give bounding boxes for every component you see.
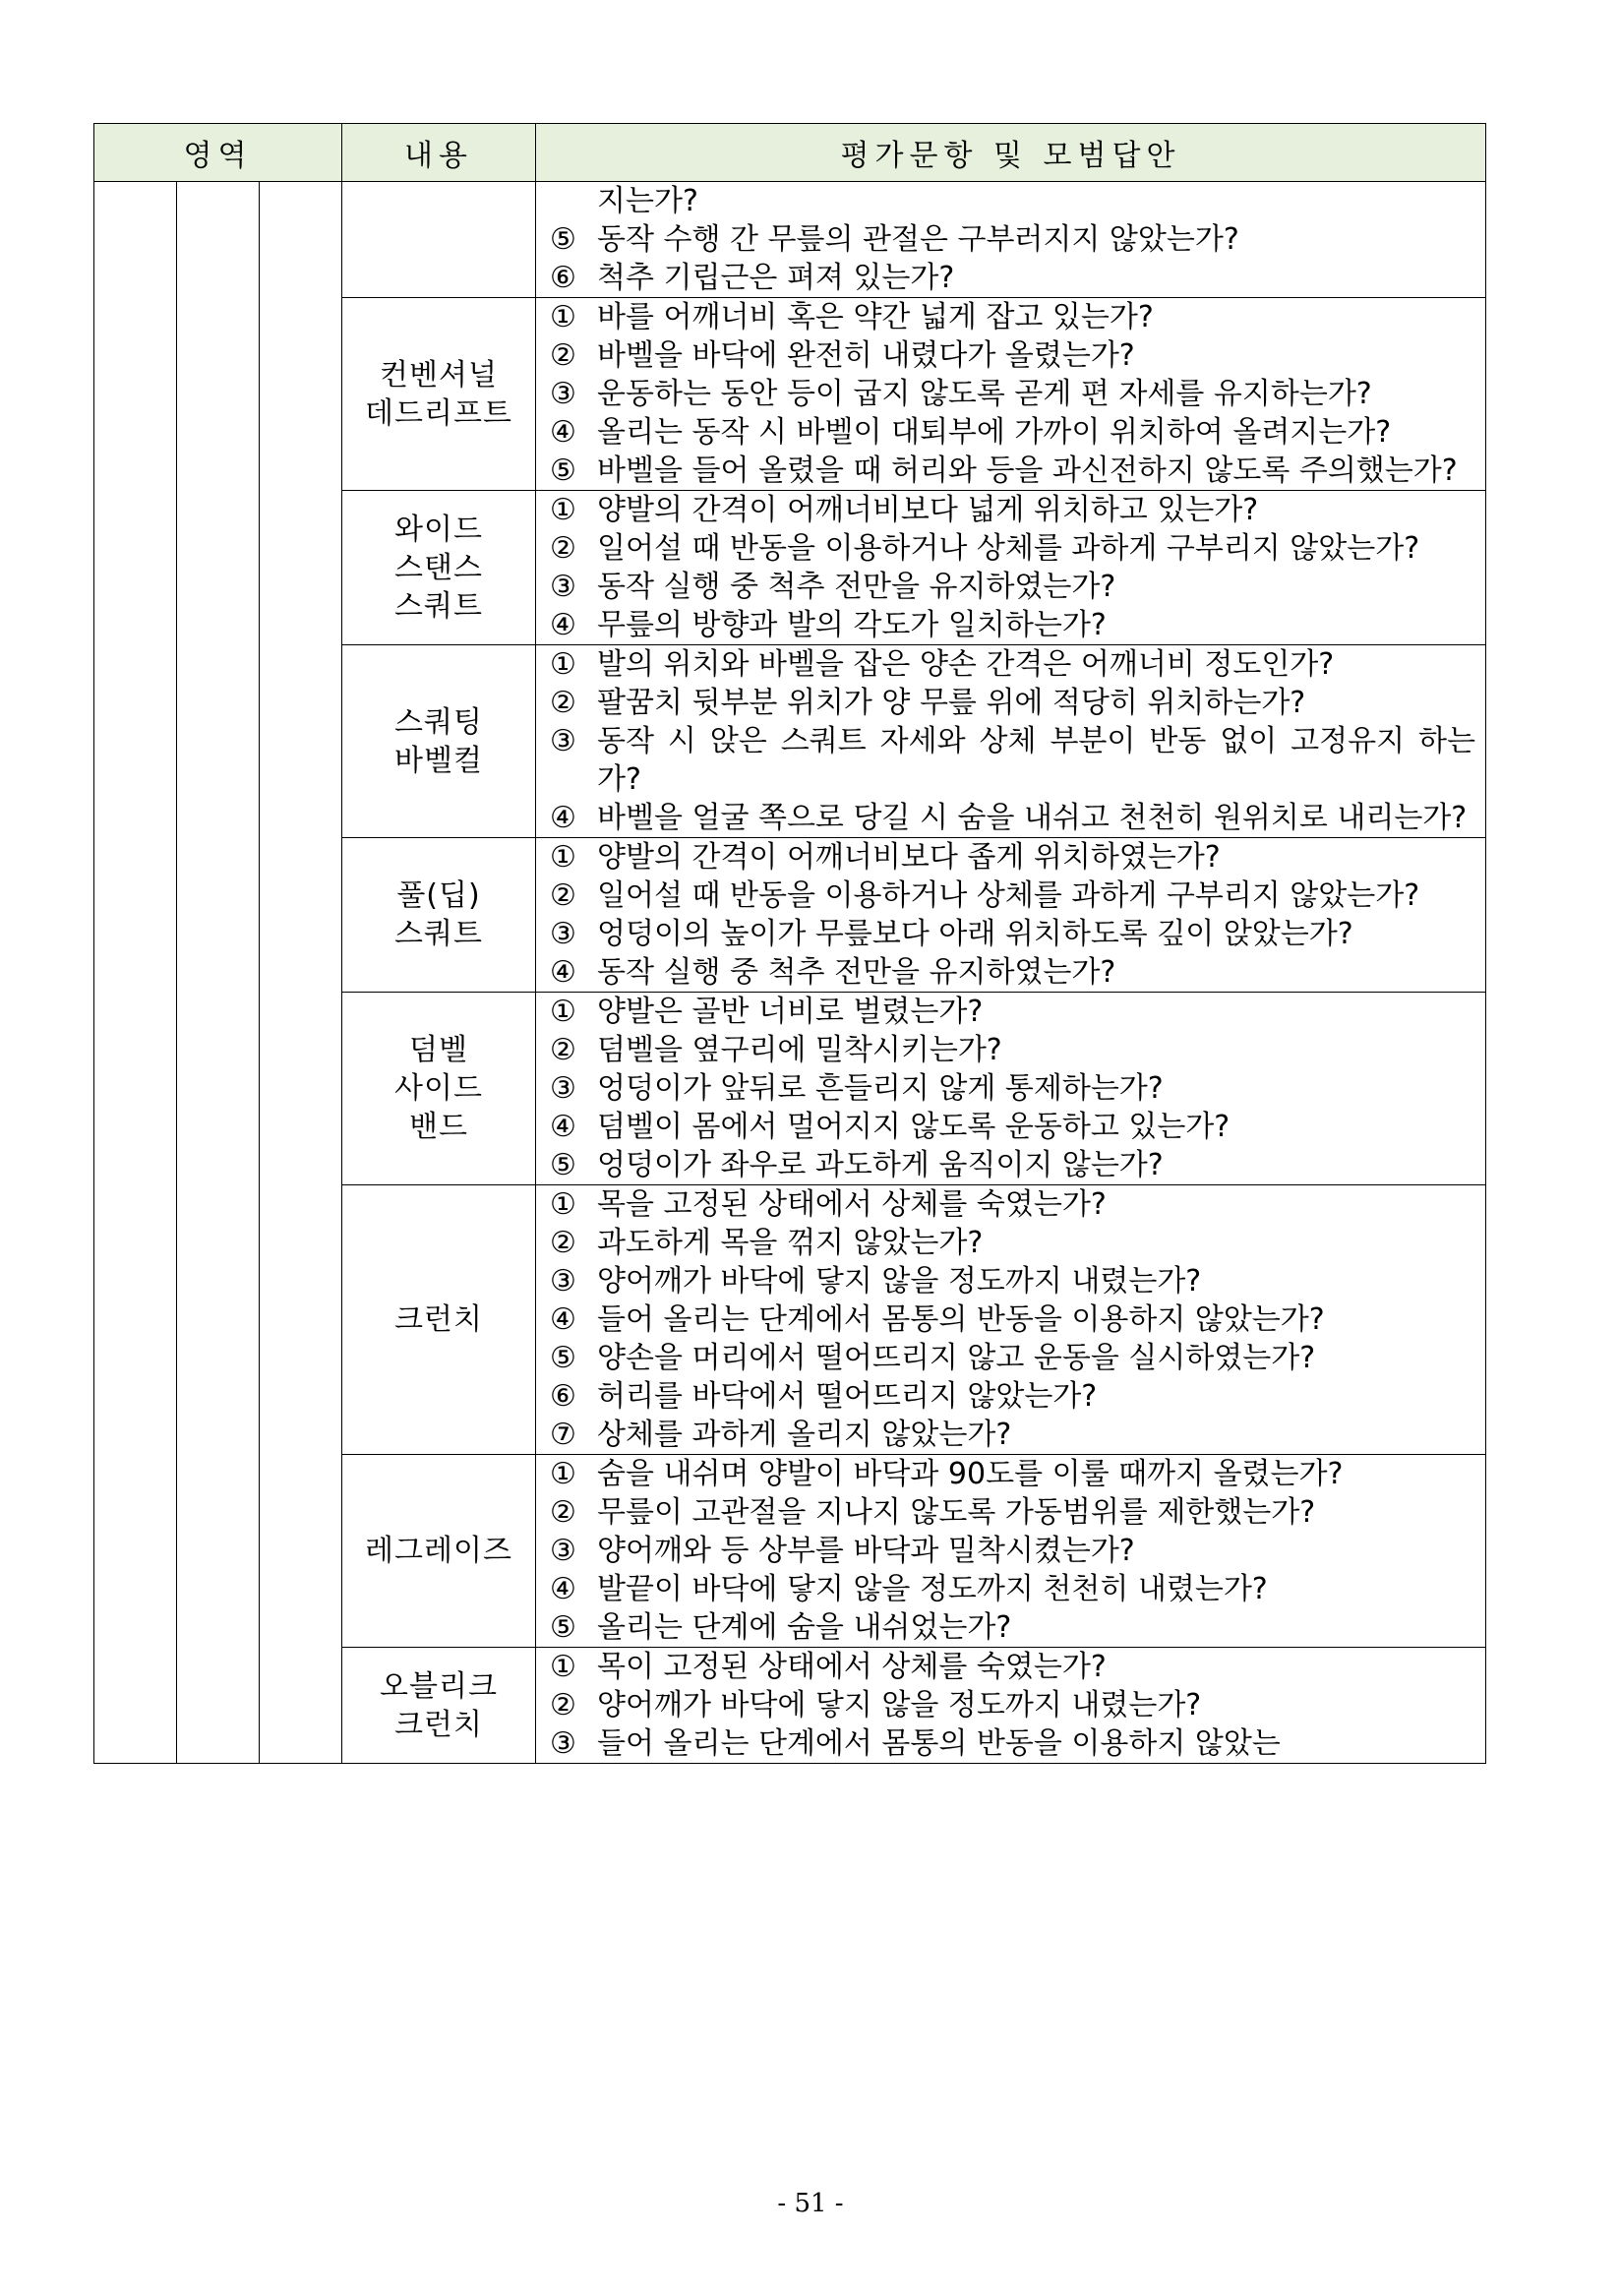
item-number: ②	[550, 1033, 576, 1067]
criteria-cell	[536, 1455, 1486, 1648]
item-number: ⑤	[550, 453, 576, 488]
exercise-name-cell	[342, 838, 536, 993]
area-column-1	[94, 182, 177, 1764]
item-number: ②	[550, 878, 576, 913]
item-text: 들어 올리는 단계에서 몸통의 반동을 이용하지 않았는	[597, 1726, 1281, 1761]
criteria-item	[550, 1300, 1475, 1339]
exercise-name: 밴드	[409, 1110, 468, 1144]
item-number: ④	[550, 801, 576, 835]
item-number: ③	[550, 724, 576, 758]
item-text: 척추 기립근은 펴져 있는가?	[597, 261, 955, 295]
item-number: ①	[550, 493, 576, 527]
exercise-name: 크런치	[394, 1302, 483, 1337]
header-area: 영역	[94, 124, 342, 182]
evaluation-table	[93, 123, 1486, 1764]
item-text: 동작 실행 중 척추 전만을 유지하였는가?	[597, 570, 1116, 604]
item-number: ①	[550, 1187, 576, 1222]
table-row	[94, 182, 1486, 298]
criteria-item	[550, 1339, 1475, 1377]
item-number: ④	[550, 1572, 576, 1606]
criteria-item	[550, 645, 1475, 684]
criteria-item	[550, 1493, 1475, 1532]
item-number: ③	[550, 570, 576, 604]
criteria-item	[550, 1108, 1475, 1146]
item-number: ②	[550, 1688, 576, 1722]
item-number: ②	[550, 1226, 576, 1260]
exercise-name-cell	[342, 491, 536, 645]
item-text: 무릎이 고관절을 지나지 않도록 가동범위를 제한했는가?	[597, 1495, 1316, 1530]
item-text: 양손을 머리에서 떨어뜨리지 않고 운동을 실시하였는가?	[597, 1341, 1316, 1375]
criteria-item	[550, 1069, 1475, 1108]
item-number: ③	[550, 1534, 576, 1568]
exercise-name: 바벨컬	[394, 743, 483, 778]
criteria-item	[550, 1686, 1475, 1724]
item-text: 바벨을 얼굴 쪽으로 당길 시 숨을 내쉬고 천천히 원위치로 내리는가?	[597, 801, 1468, 835]
exercise-name-cell	[342, 1648, 536, 1764]
criteria-item	[550, 413, 1475, 452]
item-number: ⑤	[550, 1148, 576, 1182]
item-text: 양어깨가 바닥에 닿지 않을 정도까지 내렸는가?	[597, 1688, 1202, 1722]
item-number: ③	[550, 917, 576, 951]
item-text: 일어설 때 반동을 이용하거나 상체를 과하게 구부리지 않았는가?	[597, 531, 1420, 566]
criteria-item	[550, 684, 1475, 722]
item-text: 올리는 동작 시 바벨이 대퇴부에 가까이 위치하여 올려지는가?	[597, 415, 1392, 450]
item-number: ②	[550, 686, 576, 720]
criteria-item	[550, 336, 1475, 375]
item-number: ④	[550, 415, 576, 450]
criteria-item	[550, 1224, 1475, 1262]
page-number: - 51 -	[777, 2189, 844, 2218]
area-column-3	[260, 182, 342, 1764]
item-text: 과도하게 목을 꺾지 않았는가?	[597, 1226, 984, 1260]
item-text: 바벨을 들어 올렸을 때 허리와 등을 과신전하지 않도록 주의했는가?	[597, 453, 1458, 488]
item-text: 목을 고정된 상태에서 상체를 숙였는가?	[597, 1187, 1107, 1222]
item-number: ④	[550, 1302, 576, 1337]
item-text: 바를 어깨너비 혹은 약간 넓게 잡고 있는가?	[597, 300, 1154, 334]
item-text: 덤벨이 몸에서 멀어지지 않도록 운동하고 있는가?	[597, 1110, 1231, 1144]
criteria-item	[550, 491, 1475, 529]
criteria-item	[550, 1377, 1475, 1416]
criteria-item	[550, 259, 1475, 297]
item-number: ④	[550, 955, 576, 990]
criteria-item	[550, 529, 1475, 568]
table-body	[94, 182, 1486, 1764]
item-text: 허리를 바닥에서 떨어뜨리지 않았는가?	[597, 1379, 1098, 1414]
item-number: ④	[550, 1110, 576, 1144]
criteria-item	[550, 606, 1475, 644]
criteria-item	[550, 1185, 1475, 1224]
evaluation-table-page	[93, 123, 1485, 1764]
criteria-item	[550, 1455, 1475, 1493]
exercise-name-cell	[342, 645, 536, 838]
item-number: ①	[550, 840, 576, 875]
item-text: 양어깨와 등 상부를 바닥과 밀착시켰는가?	[597, 1534, 1135, 1568]
item-text: 양발의 간격이 어깨너비보다 넓게 위치하고 있는가?	[597, 493, 1259, 527]
item-number: ②	[550, 338, 576, 373]
criteria-item	[550, 838, 1475, 876]
item-number: ④	[550, 608, 576, 642]
criteria-item	[550, 722, 1475, 799]
criteria-cell	[536, 1648, 1486, 1764]
item-text: 양발의 간격이 어깨너비보다 좁게 위치하였는가?	[597, 840, 1221, 875]
item-number: ①	[550, 300, 576, 334]
item-text: 일어설 때 반동을 이용하거나 상체를 과하게 구부리지 않았는가?	[597, 878, 1420, 913]
exercise-name-cell	[342, 182, 536, 298]
criteria-cell	[536, 298, 1486, 491]
exercise-name: 사이드	[394, 1071, 483, 1106]
exercise-name: 컨벤셔널	[380, 357, 498, 393]
exercise-name-cell	[342, 1455, 536, 1648]
item-number: ⑥	[550, 261, 576, 295]
continued-text: 지는가?	[597, 184, 698, 218]
item-text: 동작 수행 간 무릎의 관절은 구부러지지 않았는가?	[597, 222, 1239, 257]
criteria-item	[550, 1570, 1475, 1608]
item-number: ⑥	[550, 1379, 576, 1414]
criteria-cell	[536, 838, 1486, 993]
item-number: ②	[550, 531, 576, 566]
item-text: 양발은 골반 너비로 벌렸는가?	[597, 995, 984, 1029]
criteria-item	[550, 1532, 1475, 1570]
exercise-name: 레그레이즈	[365, 1534, 512, 1568]
criteria-item	[550, 799, 1475, 837]
exercise-name: 풀(딥)	[396, 878, 481, 913]
item-text: 엉덩이가 앞뒤로 흔들리지 않게 통제하는가?	[597, 1071, 1164, 1106]
item-number: ②	[550, 1495, 576, 1530]
criteria-cell	[536, 645, 1486, 838]
item-number: ③	[550, 1726, 576, 1761]
item-text: 팔꿈치 뒷부분 위치가 양 무릎 위에 적당히 위치하는가?	[597, 686, 1306, 720]
item-number: ⑤	[550, 1341, 576, 1375]
header-content: 내용	[342, 124, 536, 182]
criteria-item	[550, 298, 1475, 336]
criteria-item	[550, 876, 1475, 915]
item-text: 동작 시 앉은 스쿼트 자세와 상체 부분이 반동 없이 고정유지 하는가?	[597, 724, 1475, 797]
item-number: ①	[550, 647, 576, 682]
item-text: 무릎의 방향과 발의 각도가 일치하는가?	[597, 608, 1107, 642]
item-text: 들어 올리는 단계에서 몸통의 반동을 이용하지 않았는가?	[597, 1302, 1325, 1337]
exercise-name: 스탠스	[394, 550, 483, 585]
criteria-item	[550, 452, 1475, 490]
item-number: ⑤	[550, 222, 576, 257]
criteria-item	[550, 915, 1475, 953]
criteria-item	[550, 220, 1475, 259]
item-number: ⑦	[550, 1418, 576, 1452]
criteria-item	[550, 1648, 1475, 1686]
item-text: 운동하는 동안 등이 굽지 않도록 곧게 편 자세를 유지하는가?	[597, 377, 1372, 411]
criteria-item	[550, 1416, 1475, 1454]
item-number: ①	[550, 1650, 576, 1684]
criteria-item	[550, 375, 1475, 413]
criteria-item	[550, 568, 1475, 606]
criteria-item	[550, 1262, 1475, 1300]
item-text: 엉덩이의 높이가 무릎보다 아래 위치하도록 깊이 앉았는가?	[597, 917, 1353, 951]
exercise-name-cell	[342, 993, 536, 1185]
header-criteria: 평가문항 및 모범답안	[536, 124, 1486, 182]
item-number: ③	[550, 377, 576, 411]
criteria-item	[550, 1031, 1475, 1069]
item-text: 상체를 과하게 올리지 않았는가?	[597, 1418, 1012, 1452]
item-number: ③	[550, 1264, 576, 1299]
item-text: 덤벨을 옆구리에 밀착시키는가?	[597, 1033, 1002, 1067]
exercise-name: 와이드	[394, 512, 483, 547]
exercise-name: 덤벨	[409, 1033, 468, 1067]
exercise-name: 스쿼팅	[394, 704, 483, 740]
item-number: ①	[550, 1457, 576, 1491]
item-number: ⑤	[550, 1610, 576, 1645]
item-text: 동작 실행 중 척추 전만을 유지하였는가?	[597, 955, 1116, 990]
exercise-name: 크런치	[394, 1707, 483, 1742]
exercise-name: 데드리프트	[365, 395, 512, 431]
criteria-cell	[536, 1185, 1486, 1455]
criteria-cell	[536, 491, 1486, 645]
criteria-item	[550, 993, 1475, 1031]
exercise-name: 스쿼트	[394, 588, 483, 624]
exercise-name-cell	[342, 1185, 536, 1455]
item-text: 발의 위치와 바벨을 잡은 양손 간격은 어깨너비 정도인가?	[597, 647, 1335, 682]
criteria-item	[550, 1608, 1475, 1647]
item-text: 양어깨가 바닥에 닿지 않을 정도까지 내렸는가?	[597, 1264, 1202, 1299]
item-text: 숨을 내쉬며 양발이 바닥과 90도를 이룰 때까지 올렸는가?	[597, 1457, 1344, 1491]
table-header-row	[94, 124, 1486, 182]
item-text: 목이 고정된 상태에서 상체를 숙였는가?	[597, 1650, 1107, 1684]
item-text: 발끝이 바닥에 닿지 않을 정도까지 천천히 내렸는가?	[597, 1572, 1268, 1606]
item-number: ①	[550, 995, 576, 1029]
criteria-cell	[536, 182, 1486, 298]
exercise-name-cell	[342, 298, 536, 491]
area-column-2	[177, 182, 260, 1764]
criteria-cell	[536, 993, 1486, 1185]
item-number: ③	[550, 1071, 576, 1106]
exercise-name: 스쿼트	[394, 917, 483, 951]
criteria-item	[550, 953, 1475, 992]
item-text: 바벨을 바닥에 완전히 내렸다가 올렸는가?	[597, 338, 1135, 373]
item-text: 엉덩이가 좌우로 과도하게 움직이지 않는가?	[597, 1148, 1164, 1182]
criteria-item	[550, 1146, 1475, 1184]
criteria-item	[550, 1724, 1475, 1763]
item-text: 올리는 단계에 숨을 내쉬었는가?	[597, 1610, 1012, 1645]
exercise-name: 오블리크	[380, 1668, 498, 1704]
